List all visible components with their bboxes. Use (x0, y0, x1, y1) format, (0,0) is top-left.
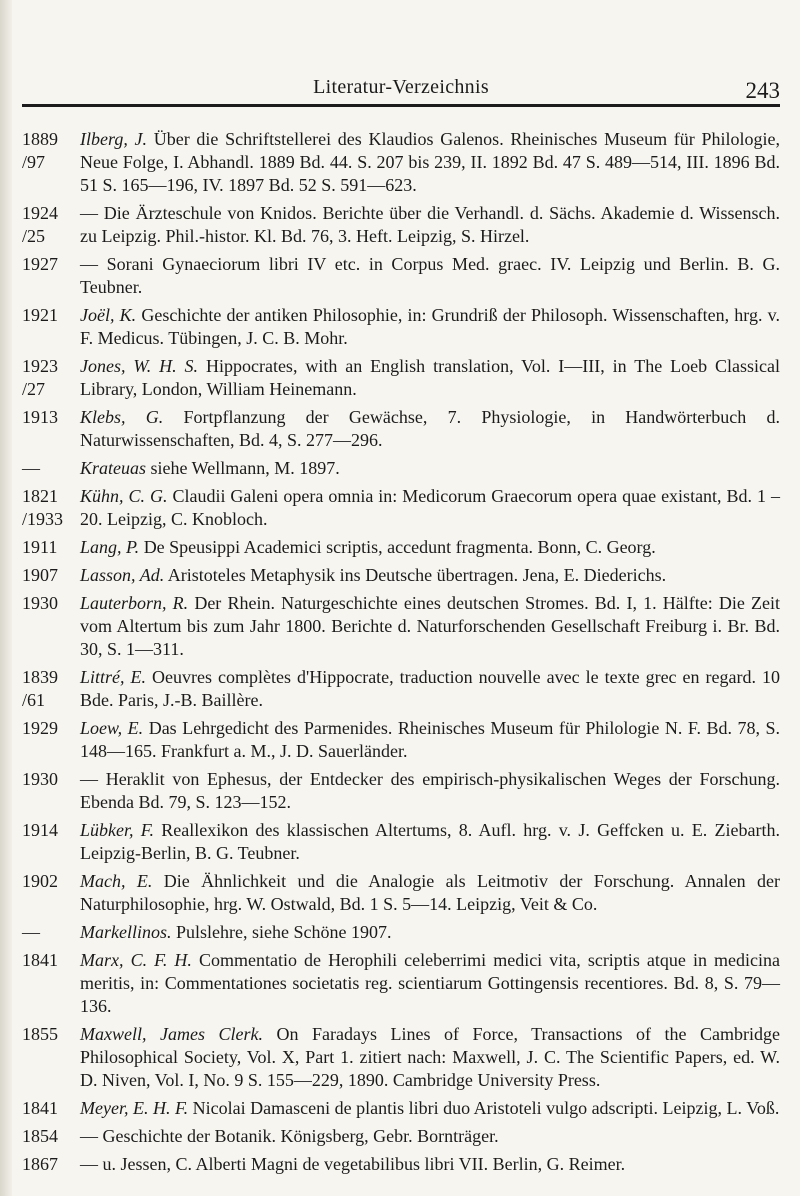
entry-author: Loew, E. (80, 718, 144, 738)
entry-year: 1889 /97 (22, 129, 58, 172)
entry-author: Marx, C. F. H. (80, 950, 192, 970)
entry-body: Über die Schriftstellerei des Klaudios Galenos. Rheinisches Museum für Philologie, Neue Folge, I. Abhandl. 1889 Bd. 44. S. 207 bis 239, II. 1892 Bd. 47 S. 489—514, III. 1896 Bd. 51 S. 165—196, IV. 1897 Bd. 52 S. 591—623. (80, 129, 781, 195)
entry-author: Joël, K. (80, 305, 137, 325)
bibliography-entry (22, 406, 780, 452)
entry-author: Lübker, F. (80, 820, 154, 840)
entry-author: Markellinos. (80, 922, 172, 942)
entry-body: Oeuvres complètes d'Hippocrate, traduction nouvelle avec le texte grec en regard. 10 Bde. Paris, J.-B. Baillère. (80, 667, 780, 710)
bibliography-entry (22, 128, 780, 197)
bibliography-entry (22, 870, 780, 916)
entry-year: 1914 (22, 820, 58, 840)
entry-text (80, 202, 780, 248)
entry-author: Lauterborn, R. (80, 593, 189, 613)
bibliography-entry (22, 717, 780, 763)
entry-year: — (22, 458, 40, 478)
entry-text (80, 485, 780, 531)
entry-author: Krateuas (80, 458, 147, 478)
entry-year: 1927 (22, 254, 58, 274)
entry-year: 1929 (22, 718, 58, 738)
entry-body: Reallexikon des klassischen Altertums, 8. Aufl. hrg. v. J. Geffcken u. E. Ziebarth. Leipzig-Berlin, B. G. Teubner. (80, 820, 780, 863)
entry-text (80, 1153, 780, 1176)
page-header (22, 62, 780, 102)
bibliography-entry (22, 457, 780, 480)
entry-body: Geschichte der antiken Philosophie, in: Grundriß der Philosoph. Wissenschaften, hrg. v. F. Medicus. Tübingen, J. C. B. Mohr. (80, 305, 780, 348)
entry-author: Lasson, Ad. (80, 565, 165, 585)
entry-text (80, 666, 780, 712)
entry-year: 1924 /25 (22, 203, 58, 246)
entry-year: 1867 (22, 1154, 58, 1174)
entry-body: Fortpflanzung der Gewächse, 7. Physiologie, in Handwörterbuch d. Naturwissenschaften, Bd. 4, S. 277—296. (80, 407, 780, 450)
entry-author: Littré, E. (80, 667, 147, 687)
entry-text (80, 949, 780, 1018)
entry-year: 1855 (22, 1024, 58, 1044)
bibliography-entry (22, 202, 780, 248)
entry-text (80, 921, 780, 944)
bibliography-entry (22, 1097, 780, 1120)
entry-body: Hippocrates, with an English translation, Vol. I—III, in The Loeb Classical Library, London, William Heinemann. (80, 356, 780, 399)
entry-body: siehe Wellmann, M. 1897. (146, 458, 340, 478)
bibliography-entry (22, 564, 780, 587)
bibliography-entry (22, 1125, 780, 1148)
bibliography-entry (22, 666, 780, 712)
bibliography-entry (22, 1023, 780, 1092)
entry-year: 1923 /27 (22, 356, 58, 399)
entry-year: 1821 /1933 (22, 486, 64, 529)
bibliography-entry (22, 355, 780, 401)
bibliography-entry (22, 921, 780, 944)
entry-text (80, 592, 780, 661)
header-rule (22, 104, 780, 107)
bibliography-entry (22, 485, 780, 531)
entry-body: — u. Jessen, C. Alberti Magni de vegetabilibus libri VII. Berlin, G. Reimer. (80, 1154, 626, 1174)
entry-body: — Sorani Gynaeciorum libri IV etc. in Corpus Med. graec. IV. Leipzig und Berlin. B. G. Teubner. (80, 254, 780, 297)
entry-author: Lang, P. (80, 537, 140, 557)
bibliography-entry (22, 304, 780, 350)
entry-text (80, 819, 780, 865)
entry-body: Aristoteles Metaphysik ins Deutsche übertragen. Jena, E. Diederichs. (164, 565, 667, 585)
entry-body: Das Lehrgedicht des Parmenides. Rheinisches Museum für Philologie N. F. Bd. 78, S. 148—165. Frankfurt a. M., J. D. Sauerländer. (80, 718, 780, 761)
bibliography-entry (22, 592, 780, 661)
entry-text (80, 870, 780, 916)
entry-text (80, 1125, 780, 1148)
entry-year: 1839 /61 (22, 667, 58, 710)
entry-year: 1930 (22, 769, 58, 789)
entry-text (80, 768, 780, 814)
bibliography-entry (22, 768, 780, 814)
entry-year: 1921 (22, 305, 58, 325)
entry-text (80, 1023, 780, 1092)
entry-text (80, 536, 780, 559)
entry-body: Die Ähnlichkeit und die Analogie als Leitmotiv der Forschung. Annalen der Naturphilosophie, hrg. W. Ostwald, Bd. 1 S. 5—14. Leipzig, Veit & Co. (80, 871, 780, 914)
bibliography-entry (22, 949, 780, 1018)
bibliography-entry (22, 1153, 780, 1176)
entry-text (80, 564, 780, 587)
entry-year: — (22, 922, 40, 942)
entry-author: Mach, E. (80, 871, 153, 891)
entry-author: Jones, W. H. S. (80, 356, 199, 376)
entry-year: 1841 (22, 950, 58, 970)
entry-author: Meyer, E. H. F. (80, 1098, 189, 1118)
entry-year: 1911 (22, 537, 58, 557)
entry-body: De Speusippi Academici scriptis, accedunt fragmenta. Bonn, C. Georg. (139, 537, 656, 557)
entry-year: 1841 (22, 1098, 58, 1118)
entry-year: 1854 (22, 1126, 58, 1146)
entry-year: 1907 (22, 565, 58, 585)
entry-author: Kühn, C. G. (80, 486, 168, 506)
entry-body: Commentatio de Herophili celeberrimi medici vita, scriptis atque in medicina meritis, in: Commentationes societatis reg. scientiarum Gottingensis recentiores. Bd. 8, S. 79—136. (80, 950, 780, 1016)
entry-body: On Faradays Lines of Force, Transactions of the Cambridge Philosophical Society, Vol. X, Part 1. zitiert nach: Maxwell, J. C. The Scientific Papers, ed. W. D. Niven, Vol. I, No. 9 S. 155—229, 1890. Cambridge University Press. (80, 1024, 781, 1090)
entry-text (80, 304, 780, 350)
bibliography-list (22, 128, 780, 1181)
entry-text (80, 355, 780, 401)
entry-year: 1913 (22, 407, 58, 427)
entry-year: 1902 (22, 871, 58, 891)
entry-year: 1930 (22, 593, 58, 613)
entry-author: Maxwell, James Clerk. (80, 1024, 263, 1044)
entry-text (80, 457, 780, 480)
entry-body: Pulslehre, siehe Schöne 1907. (171, 922, 392, 942)
entry-body: — Die Ärzteschule von Knidos. Berichte über die Verhandl. d. Sächs. Akademie d. Wissensch. zu Leipzig. Phil.-histor. Kl. Bd. 76, 3. Heft. Leipzig, S. Hirzel. (80, 203, 780, 246)
entry-body: Der Rhein. Naturgeschichte eines deutschen Stromes. Bd. I, 1. Hälfte: Die Zeit vom Altertum bis zum Jahr 1800. Berichte d. Naturforschenden Gesellschaft Freiburg i. Br. Bd. 30, S. 1—311. (80, 593, 780, 659)
page-binding-edge (0, 0, 12, 1196)
entry-text (80, 717, 780, 763)
entry-text (80, 406, 780, 452)
entry-body: — Geschichte der Botanik. Königsberg, Gebr. Bornträger. (80, 1126, 499, 1146)
entry-body: Nicolai Damasceni de plantis libri duo Aristoteli vulgo adscripti. Leipzig, L. Voß. (188, 1098, 780, 1118)
running-title: Literatur-Verzeichnis (313, 76, 489, 98)
page-number: 243 (745, 78, 780, 103)
entry-body: Claudii Galeni opera omnia in: Medicorum Graecorum opera quae existant, Bd. 1 – 20. Leipzig, C. Knobloch. (80, 486, 780, 529)
entry-author: Klebs, G. (80, 407, 164, 427)
bibliography-entry (22, 819, 780, 865)
entry-body: — Heraklit von Ephesus, der Entdecker des empirisch-physikalischen Weges der Forschung. Ebenda Bd. 79, S. 123—152. (80, 769, 780, 812)
bibliography-entry (22, 253, 780, 299)
entry-text (80, 1097, 780, 1120)
bibliography-entry (22, 536, 780, 559)
entry-author: Ilberg, J. (80, 129, 148, 149)
entry-text (80, 253, 780, 299)
entry-text (80, 128, 780, 197)
